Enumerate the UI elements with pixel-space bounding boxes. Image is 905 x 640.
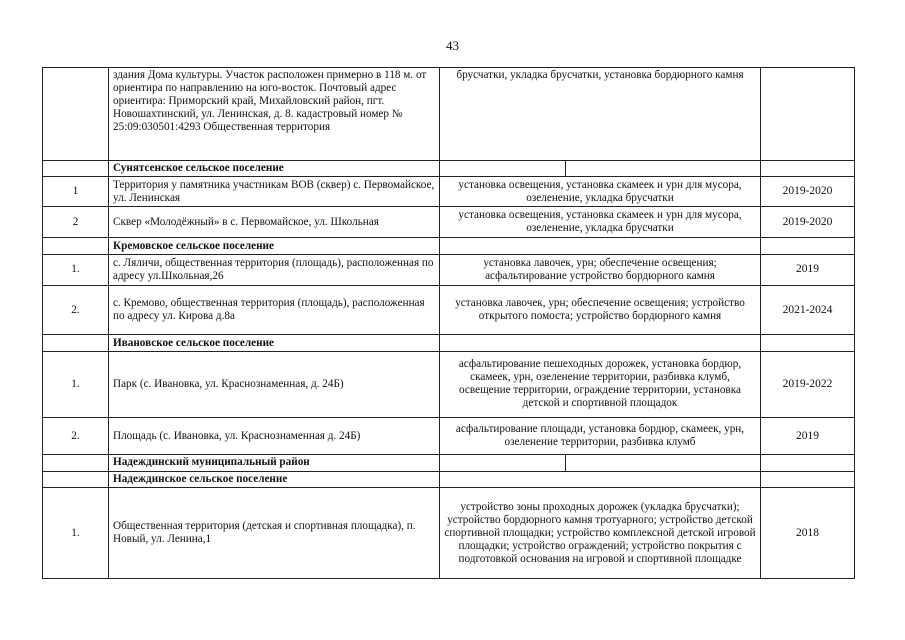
empty-cell [566, 455, 761, 472]
object-description: Территория у памятника участникам ВОВ (сквер) с. Первомайское, ул. Ленинская [109, 177, 440, 207]
table-row [43, 254, 855, 285]
works-description: установка освещения, установка скамеек и урн для мусора, озеленение, укладка брусчатки [440, 177, 761, 207]
row-number: 2. [43, 285, 109, 335]
empty-cell [440, 160, 566, 177]
works-description: асфальтирование площади, установка бордюр, скамеек, урн, озеленение территории, разбивка клумб [440, 417, 761, 454]
row-number: 1. [43, 351, 109, 417]
works-description: устройство зоны проходных дорожек (укладка брусчатки); устройство бордюрного камня тротуарного; устройство детской спортивной площадки; устройство комплексной детской игровой площадки; устройство ограждений; устройство покрытия с подготовкой основания на игровой и спортивной площадке [440, 488, 761, 579]
section-title: Ивановское сельское поселение [109, 335, 440, 352]
table-row [43, 177, 855, 207]
empty-cell [761, 335, 855, 352]
row-number [43, 455, 109, 472]
row-number: 1. [43, 488, 109, 579]
section-title: Надеждинское сельское поселение [109, 471, 440, 488]
empty-cell [440, 335, 761, 352]
year-cell: 2019-2020 [761, 207, 855, 238]
year-cell [761, 68, 855, 161]
object-description: Парк (с. Ивановка, ул. Краснознаменная, д. 24Б) [109, 351, 440, 417]
row-number [43, 238, 109, 255]
section-title: Сунятсенское сельское поселение [109, 160, 440, 177]
empty-cell [761, 471, 855, 488]
section-title: Кремовское сельское поселение [109, 238, 440, 255]
table-row [43, 68, 855, 161]
section-title: Надеждинский муниципальный район [109, 455, 440, 472]
works-description: установка лавочек, урн; обеспечение освещения; асфальтирование устройство бордюрного камня [440, 254, 761, 285]
page-number: 43 [446, 38, 459, 53]
empty-cell [761, 455, 855, 472]
section-row [43, 471, 855, 488]
empty-cell [440, 238, 761, 255]
row-number: 1 [43, 177, 109, 207]
object-description: Площадь (с. Ивановка, ул. Краснознаменная д. 24Б) [109, 417, 440, 454]
table-row [43, 417, 855, 454]
row-number: 1. [43, 254, 109, 285]
works-description: асфальтирование пешеходных дорожек, установка бордюр, скамеек, урн, озеленение территории, разбивка клумб, освещение территории, ограждение территории, установка детской и спортивной площадок [440, 351, 761, 417]
year-cell: 2018 [761, 488, 855, 579]
object-description: здания Дома культуры. Участок расположен примерно в 118 м. от ориентира по направлению на юго-восток. Почтовый адрес ориентира: Приморский край, Михайловский район, пгт. Новошахтинский, ул. Ленинская, д. 8. кадастровый номер № 25:09:030501:4293 Общественная территория [109, 68, 440, 161]
table-row [43, 207, 855, 238]
empty-cell [566, 160, 761, 177]
row-number [43, 335, 109, 352]
empty-cell [761, 160, 855, 177]
year-cell: 2019 [761, 254, 855, 285]
table-row [43, 285, 855, 335]
works-description: брусчатки, укладка брусчатки, установка бордюрного камня [440, 68, 761, 161]
empty-cell [440, 455, 566, 472]
section-row [43, 335, 855, 352]
row-number [43, 160, 109, 177]
row-number [43, 471, 109, 488]
object-description: с. Ляличи, общественная территория (площадь), расположенная по адресу ул.Школьная,26 [109, 254, 440, 285]
works-description: установка освещения, установка скамеек и урн для мусора, озеленение, укладка брусчатки [440, 207, 761, 238]
year-cell: 2021-2024 [761, 285, 855, 335]
row-number: 2 [43, 207, 109, 238]
year-cell: 2019 [761, 417, 855, 454]
works-description: установка лавочек, урн; обеспечение освещения; устройство открытого помоста; устройство бордюрного камня [440, 285, 761, 335]
section-row [43, 160, 855, 177]
empty-cell [761, 238, 855, 255]
object-description: Сквер «Молодёжный» в с. Первомайское, ул. Школьная [109, 207, 440, 238]
section-row [43, 455, 855, 472]
empty-cell [440, 471, 761, 488]
year-cell: 2019-2020 [761, 177, 855, 207]
row-number [43, 68, 109, 161]
object-description: с. Кремово, общественная территория (площадь), расположенная по адресу ул. Кирова д.8а [109, 285, 440, 335]
object-description: Общественная территория (детская и спортивная площадка), п. Новый, ул. Ленина,1 [109, 488, 440, 579]
table-row [43, 351, 855, 417]
year-cell: 2019-2022 [761, 351, 855, 417]
table-row [43, 488, 855, 579]
improvement-table [42, 67, 855, 579]
row-number: 2. [43, 417, 109, 454]
section-row [43, 238, 855, 255]
